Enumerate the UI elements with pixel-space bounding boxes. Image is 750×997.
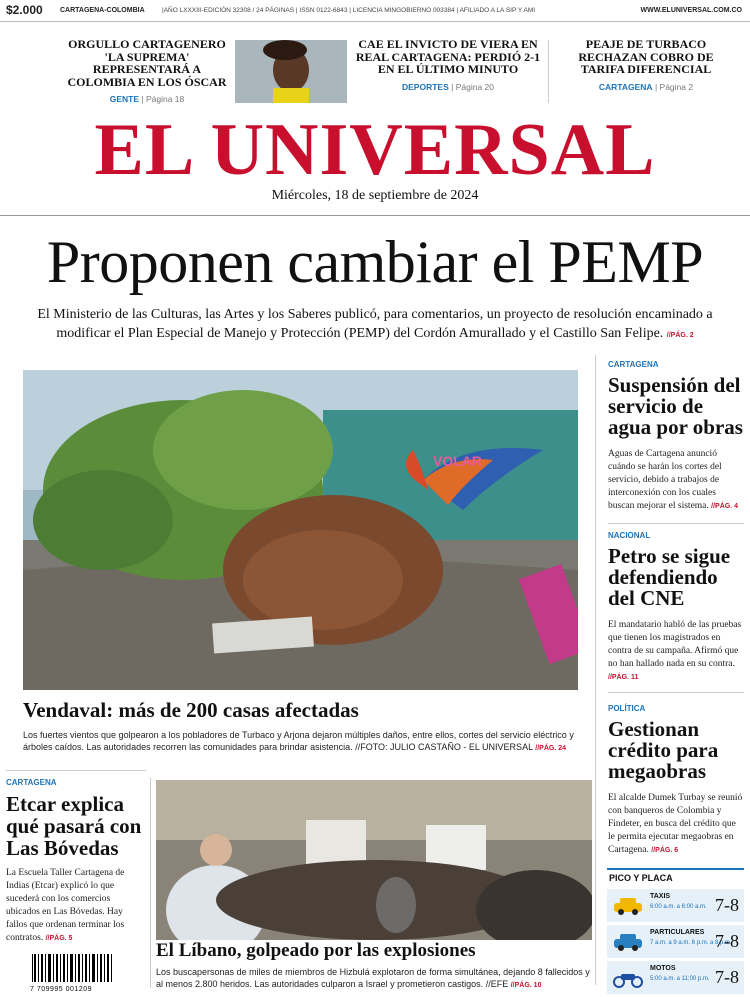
lead-headline[interactable]: Proponen cambiar el PEMP (46, 229, 704, 295)
page-ref: //PÁG. 24 (535, 745, 566, 752)
car-icon (612, 932, 644, 952)
divider (150, 778, 151, 988)
pyp-row-motos: MOTOS 5:00 a.m. a 11:00 p.m. 7-8 (607, 961, 744, 994)
story-body: El mandatario habló de las pruebas que tienen los magistrados en contra de su campaña. Afirmó que no han hallado nada en su contra. //PÁG. 11 (608, 620, 742, 681)
lead-dek: El Ministerio de las Culturas, las Artes y los Saberes publicó, para comentarios, un proyecto de resolución encaminado a modificar el Plan Especial de Manejo y Protección (PEMP) del Cordón Amurallado y el Castillo San Felipe. //PÁG. 2 (37, 307, 713, 341)
website-link[interactable]: WWW.ELUNIVERSAL.COM.CO (640, 7, 742, 14)
pyp-row-taxis: TAXIS 6:00 a.m. a 6:00 a.m. 7-8 (607, 889, 744, 922)
barcode (30, 954, 114, 993)
story-headline: Petro se sigue defendiendo del CNE (608, 544, 731, 610)
lebanon-caption: Los buscapersonas de miles de miembros de Hizbulá explotaron de forma simultánea, dejando 8 fallecidos y al menos 2.800 heridos. Las autoridades culparon a Israel y prometieron castigos. //EFE //PÁG. 10 (156, 967, 590, 989)
teaser-gente[interactable] (62, 38, 232, 104)
mural-text: VOLAR (433, 453, 482, 469)
teaser-photo-portrait (235, 40, 347, 103)
divider (0, 215, 750, 216)
masthead-logo: EL UNIVERSAL (94, 109, 656, 191)
story-bovedas[interactable] (6, 778, 146, 945)
story-credito[interactable] (608, 704, 744, 857)
story-headline: Suspensión del servicio de agua por obras (608, 373, 743, 439)
teaser-headline: PEAJE DE TURBACO RECHAZAN COBRO DE TARIFA DIFERENCIAL (578, 37, 714, 76)
price: $2.000 (6, 3, 43, 17)
page-ref: //PÁG. 2 (666, 332, 694, 339)
pyp-title: PICO Y PLACA (607, 868, 744, 886)
kicker: CARTAGENA (608, 360, 659, 369)
barcode-number: 7 709995 001209 (30, 986, 92, 993)
edition-info: |AÑO LXXXIII-EDICIÓN 32308 / 24 PÁGINAS | ISSN 0122-6843 | LICENCIA MINGOBIERNO 003384 | AFILIADO A LA SIP Y AMI (162, 7, 536, 14)
kicker: NACIONAL (608, 531, 651, 540)
motorcycle-icon (612, 968, 644, 988)
teaser-headline: CAE EL INVICTO DE VIERA EN REAL CARTAGENA: PERDIÓ 2-1 EN EL ÚLTIMO MINUTO (355, 37, 541, 76)
story-body: Aguas de Cartagena anunció cuándo se harán los cortes del servicio, debido a trabajos de interconexión con los cuales buscan mejorar el sistema. //PÁG. 4 (608, 449, 738, 511)
divider (608, 692, 744, 693)
page-ref: //PÁG. 10 (510, 982, 542, 989)
photo-caption: Los fuertes vientos que golpearon a los pobladores de Turbaco y Arjona dejaron múltiples daños, entre ellos, cortes del servicio eléctrico y árboles caídos. Las autoridades recorren las comunidades para brindar asistencia. //FOTO: JULIO CASTAÑO - EL UNIVERSAL //PÁG. 24 (23, 730, 574, 752)
photo-headline[interactable]: Vendaval: más de 200 casas afectadas (23, 698, 359, 722)
story-agua[interactable] (608, 360, 744, 513)
divider (595, 355, 596, 985)
story-body: El alcalde Dumek Turbay se reunió con banqueros de Colombia y Findeter, en busca del crédito que le permita ejecutar megaobras en Cartagena. //PÁG. 6 (608, 793, 743, 855)
pyp-row-particulares: PARTICULARES 7 a.m. a 9 a.m. 6 p.m. a 8 p.m. 7-8 (607, 925, 744, 958)
lebanon-photo (156, 780, 592, 940)
teaser-section: GENTE | Página 18 (109, 94, 185, 104)
teaser-deportes[interactable] (352, 38, 544, 92)
story-headline: Gestionan crédito para megaobras (608, 717, 719, 783)
story-petro[interactable] (608, 531, 744, 684)
divider (608, 523, 744, 524)
city: CARTAGENA-COLOMBIA (60, 7, 145, 14)
teaser-headline: ORGULLO CARTAGENERO 'LA SUPREMA' REPRESENTARÁ A COLOMBIA EN LOS ÓSCAR (67, 37, 227, 89)
kicker: CARTAGENA (6, 778, 57, 787)
issue-date: Miércoles, 18 de septiembre de 2024 (271, 188, 479, 203)
divider (548, 40, 549, 103)
teaser-cartagena[interactable] (556, 38, 736, 92)
story-headline: Etcar explica qué pasará con Las Bóvedas (6, 792, 142, 860)
divider (6, 770, 146, 771)
story-body: La Escuela Taller Cartagena de Indias (Etcar) explicó lo que sucederá con los comercios ubicados en Las Bóvedas. Hay fallos que ordenan terminar los contratos. //PÁG. 5 (6, 868, 125, 943)
kicker: POLÍTICA (608, 704, 646, 713)
teaser-section: DEPORTES | Página 20 (402, 81, 494, 92)
storm-photo (23, 370, 578, 690)
taxi-icon (612, 896, 644, 916)
teaser-section: CARTAGENA | Página 2 (598, 81, 694, 92)
pico-y-placa (607, 868, 744, 994)
lebanon-headline[interactable]: El Líbano, golpeado por las explosiones (156, 940, 476, 961)
top-strip (0, 0, 750, 22)
